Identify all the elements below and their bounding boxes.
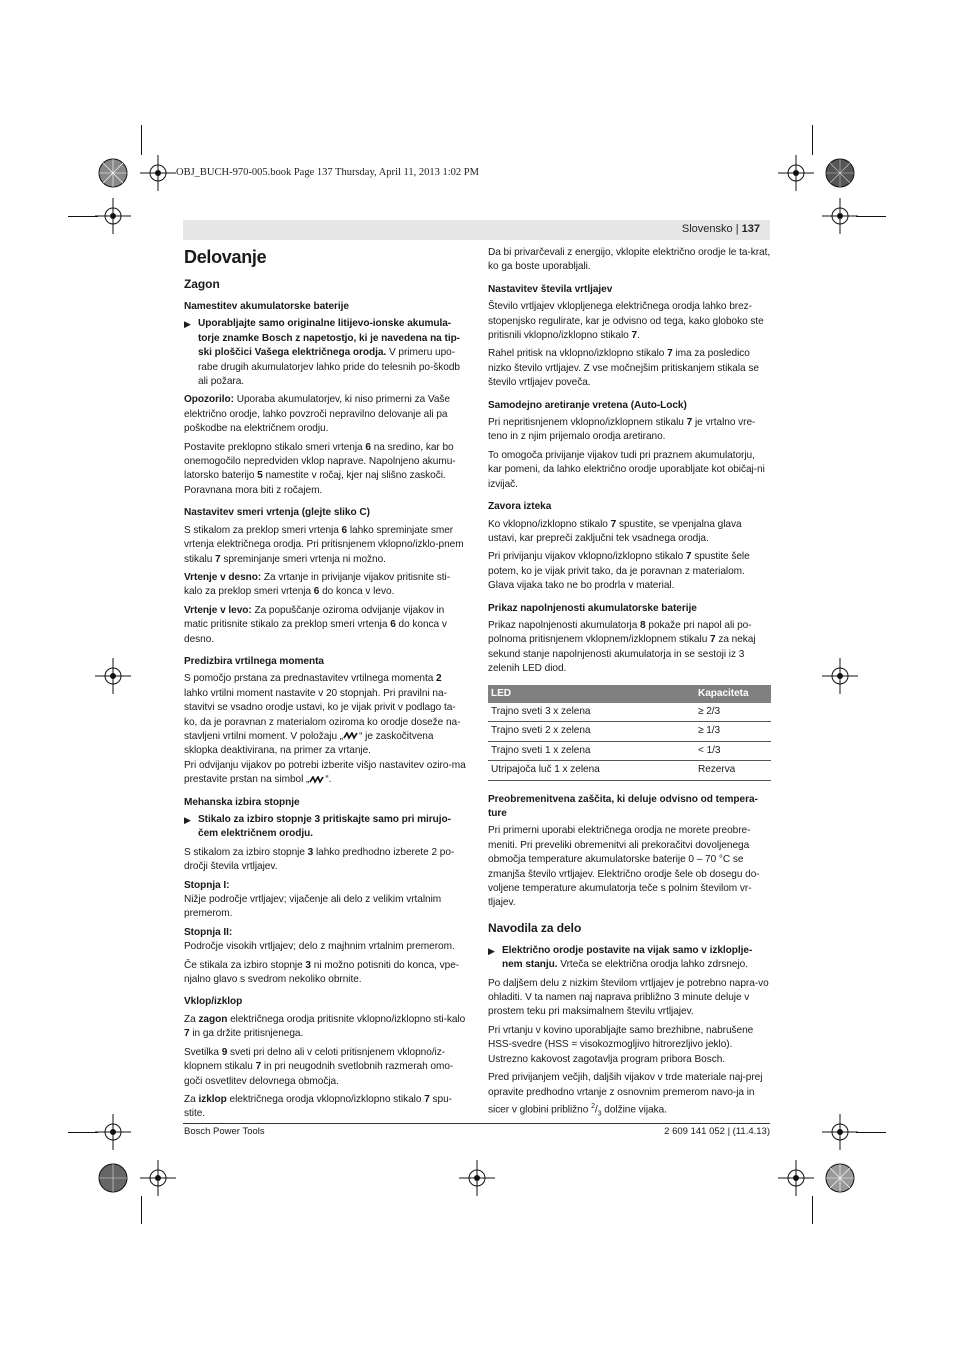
crop-line — [812, 1196, 813, 1224]
drill-symbol-icon — [309, 776, 325, 784]
paragraph: Pri privijanju vijakov vklopno/izklopno stikalo 7 spustite šele potem, ko je vijak privit tako, da je poravnan z materialom. Glava vijaka tako ne bo prodrla v material. — [488, 551, 750, 592]
heading-battery: Namestitev akumulatorske baterije — [184, 301, 349, 312]
heading-torque: Predizbira vrtilnega momenta — [184, 655, 324, 667]
paragraph: Da bi privarčevali z energijo, vklopite električno orodje le ta-krat, ko ga boste uporabljali. — [488, 247, 771, 273]
crosshair-mark-icon — [140, 1160, 176, 1196]
bullet-item: ▶ Električno orodje postavite na vijak samo v izkloplje-nem stanju. Vrteča se električna orodja lahko zdrsnejo. — [488, 944, 753, 971]
paragraph: S pomočjo prstana za prednastavitev vrtilnega momenta 2 lahko vrtilni moment nastavite v 20 stopnjah. Pri pravilni na-stavitvi se vsadno orodje ustavi, ko je vijak privit v podlago ta-ko, da je poravnan z materialom oziroma ko orodje doseže na-stavljeni vrtilni moment. V položaju „ “ je zaskočitvena sklopka deaktivirana, na primer za vrtanje. — [184, 673, 461, 757]
page-number: 137 — [741, 223, 760, 235]
table-cell: Trajno sveti 1 x zelena — [488, 741, 695, 760]
table-cell: Trajno sveti 2 x zelena — [488, 722, 695, 741]
crosshair-mark-icon — [95, 1114, 131, 1150]
page-header — [183, 220, 770, 240]
heading-direction: Nastavitev smeri vrtenja (glejte sliko C) — [184, 507, 370, 519]
bullet-item: ▶ Uporabljajte samo originalne litijevo-ionske akumula-torje znamke Bosch z napetostjo, ki je navedena na tip-ski ploščici Vašega električnega orodja. V primeru upo-rabe drugih akumulatorjev lahko pride do telesnih po-škodb ali požara. — [184, 318, 460, 388]
crop-line — [141, 125, 142, 155]
paragraph: Vrtenje v desno: Za vrtanje in privijanje vijakov pritisnite sti-kalo za preklop smeri vrtenja 6 do konca v levo. — [184, 571, 451, 598]
heading-brake: Zavora izteka — [488, 501, 552, 513]
paragraph: Prikaz napolnjenosti akumulatorja 8 pokaže pri napol ali po-polnoma pritisnjenem vklopnem/izklopnem stikalu 7 za nekaj sekund stanje napolnjenosti akumulatorja in se sestoji iz 3 zelenih LED diod. — [488, 619, 756, 675]
paragraph: Število vrtljajev vklopljenega električnega orodja lahko brez-stopenjsko regulirate, kar je odvisno od tega, kako globoko ste pritisnili vklopno/izklopno stikalo 7. — [488, 301, 764, 342]
bullet-item: ▶ Stikalo za izbiro stopnje 3 pritiskajte samo pri mirujo-čem električnem orodju. — [184, 814, 451, 840]
paragraph: Za zagon električnega orodja pritisnite vklopno/izklopno sti-kalo 7 in ga držite pritisnjenega. — [184, 1013, 466, 1040]
table-cell: Trajno sveti 3 x zelena — [488, 703, 695, 722]
crosshair-mark-icon — [778, 155, 814, 191]
table-cell: Rezerva — [695, 761, 771, 780]
paragraph: Pri primerni uporabi električnega orodja ne morete preobre-meniti. Pri preveliki obremenitvi ali prekoračitvi dovoljenega območja temperature akumulatorske baterije 0 – 70 °C se zmanjša število vrtljajev. Električno orodje šele ob dosegu do-voljene temperature akumulatorja teče s polnim številom vr-tljajev. — [488, 825, 760, 909]
footer-brand: Bosch Power Tools — [184, 1126, 265, 1137]
crosshair-mark-icon — [95, 658, 131, 694]
table-cell: < 1/3 — [695, 741, 771, 760]
paragraph: Vrtenje v levo: Za popuščanje oziroma odvijanje vijakov in matic pritisnite stikalo za preklop smeri vrtenja 6 do konca v desno. — [184, 604, 447, 645]
paragraph: Opozorilo: Uporaba akumulatorjev, ki niso primerni za Vaše električno orodje, lahko povzroči nepravilno delovanje ali pa poškodbe na električnem orodju. — [184, 394, 450, 435]
crop-line — [141, 1196, 142, 1224]
crop-line — [856, 1132, 886, 1133]
table-row — [488, 741, 771, 760]
section-title: Delovanje — [184, 247, 267, 267]
paragraph: Stopnja II: — [184, 926, 233, 938]
paragraph: Pred privijanjem večjih, daljših vijakov v trde materiale naj-prej opravite predhodno vrtanje z osnovnim premerom navo-ja in sicer v globini približno $^2/_3$ dolžine vijaka. — [488, 1072, 763, 1118]
column-header-capacity: Kapaciteta — [695, 685, 771, 703]
column-header-led: LED — [488, 685, 695, 703]
paragraph: Za izklop električnega orodja vklopno/izklopno stikalo 7 spu-stite. — [184, 1093, 452, 1120]
footer-rule — [183, 1123, 770, 1124]
registration-mark-icon — [822, 155, 858, 191]
crosshair-mark-icon — [459, 1160, 495, 1196]
crosshair-mark-icon — [140, 155, 176, 191]
heading-charge: Prikaz napolnjenosti akumulatorske baterije — [488, 602, 697, 614]
crosshair-mark-icon — [778, 1160, 814, 1196]
header-separator: | — [735, 223, 739, 235]
crop-line — [812, 125, 813, 155]
table-row — [488, 761, 771, 780]
crop-line — [68, 216, 98, 217]
subsection-heading: Zagon — [184, 277, 220, 291]
paragraph: Pri vrtanju v kovino uporabljajte samo brezhibne, nabrušene HSS-svedre (HSS = visokozmogljivo hitrorezljivo jeklo). Ustrezno kakovost zagotavlja program pribora Bosch. — [488, 1024, 754, 1065]
paragraph: To omogoča privijanje vijakov tudi pri praznem akumulatorju, kar pomeni, da lahko električno orodje uporabljate kot običaj-ni izvijač. — [488, 449, 765, 490]
paragraph: Po daljšem delu z nizkim številom vrtljajev je potrebno napra-vo ohladiti. V ta namen naj naprava približno 3 minute deluje v prostem teku pri maksimalnem številu vrtljajev. — [488, 977, 769, 1018]
paragraph: S stikalom za preklop smeri vrtenja 6 lahko spreminjate smer vrtenja električnega orodja. Pri pritisnjenem vklopno/izklo-pnem stikalu 7 spreminjanje smeri vrtenja ni možno. — [184, 524, 464, 565]
crosshair-mark-icon — [822, 658, 858, 694]
led-capacity-table — [488, 685, 771, 781]
paragraph: Postavite preklopno stikalo smeri vrtenja 6 na sredino, kar bo onemogočilo nepredviden vklop naprave. Napolnjeno akumu-latorsko baterijo 5 namestite v ročaj, kjer naj slišno zaskoči. Poravnana mora biti z ročajem. — [184, 441, 456, 496]
right-column — [488, 246, 771, 1126]
subsection-heading: Navodila za delo — [488, 920, 582, 935]
paragraph: S stikalom za izbiro stopnje 3 lahko predhodno izberete 2 po-dročji števila vrtljajev. — [184, 846, 455, 873]
paragraph: Svetilka 9 sveti pri delno ali v celoti pritisnjenem vklopno/iz-klopnem stikalu 7 in pri neugodnih svetlobnih razmerah omo-goči osvetlitev delovnega območja. — [184, 1046, 454, 1087]
crosshair-mark-icon — [822, 198, 858, 234]
heading-autolock: Samodejno aretiranje vretena (Auto-Lock) — [488, 399, 687, 411]
bullet-triangle-icon: ▶ — [488, 945, 495, 956]
heading-overload: Preobremenitvena zaščita, ki deluje odvisno od tempera-ture — [488, 793, 758, 819]
paragraph: Stopnja I: — [184, 879, 230, 891]
drill-symbol-icon — [343, 732, 359, 740]
table-row — [488, 722, 771, 741]
paragraph: Pri nepritisnjenem vklopno/izklopnem stikalu 7 je vrtalno vre-teno in z njim prijemalo orodja aretirano. — [488, 417, 756, 443]
paragraph: Pri odvijanju vijakov po potrebi izberite višjo nastavitev oziro-ma prestavite prstan na simbol „ “. — [184, 759, 466, 786]
table-header-row — [488, 685, 771, 703]
crosshair-mark-icon — [95, 198, 131, 234]
registration-mark-icon — [822, 1160, 858, 1196]
paragraph: Nižje področje vrtljajev; vijačenje ali delo z velikim vrtalnim premerom. — [184, 894, 442, 920]
heading-speed: Nastavitev števila vrtljajev — [488, 283, 613, 295]
bullet-triangle-icon: ▶ — [184, 815, 191, 825]
left-column — [184, 246, 467, 1126]
paragraph: Ko vklopno/izklopno stikalo 7 spustite, se vpenjalna glava ustavi, kar prepreči zaključni tek vsadnega orodja. — [488, 518, 742, 544]
registration-mark-icon — [95, 155, 131, 191]
crop-line — [68, 1132, 98, 1133]
table-row — [488, 703, 771, 722]
bullet-triangle-icon: ▶ — [184, 319, 191, 330]
heading-gear: Mehanska izbira stopnje — [184, 796, 300, 808]
paragraph: Če stikala za izbiro stopnje 3 ni možno potisniti do konca, vpe-njalno glavo s svedrom nekoliko obrnite. — [184, 959, 460, 986]
header-language: Slovensko — [681, 223, 733, 235]
footer-docnumber: 2 609 141 052 | (11.4.13) — [664, 1126, 770, 1137]
heading-onoff: Vklop/izklop — [184, 996, 243, 1008]
table-cell: ≥ 1/3 — [695, 722, 771, 741]
crop-line — [856, 216, 886, 217]
registration-mark-icon — [95, 1160, 131, 1196]
print-slug: OBJ_BUCH-970-005.book Page 137 Thursday, April 11, 2013 1:02 PM — [176, 167, 479, 178]
table-cell: ≥ 2/3 — [695, 703, 771, 722]
paragraph: Področje visokih vrtljajev; delo z majhnim vrtalnim premerom. — [184, 941, 455, 953]
paragraph: Rahel pritisk na vklopno/izklopno stikalo 7 ima za posledico nizko število vrtljajev. Z vse močnejšim pritiskanjem stikala se število vrtljajev poveča. — [488, 348, 759, 389]
table-cell: Utripajoča luč 1 x zelena — [488, 761, 695, 780]
crosshair-mark-icon — [822, 1114, 858, 1150]
